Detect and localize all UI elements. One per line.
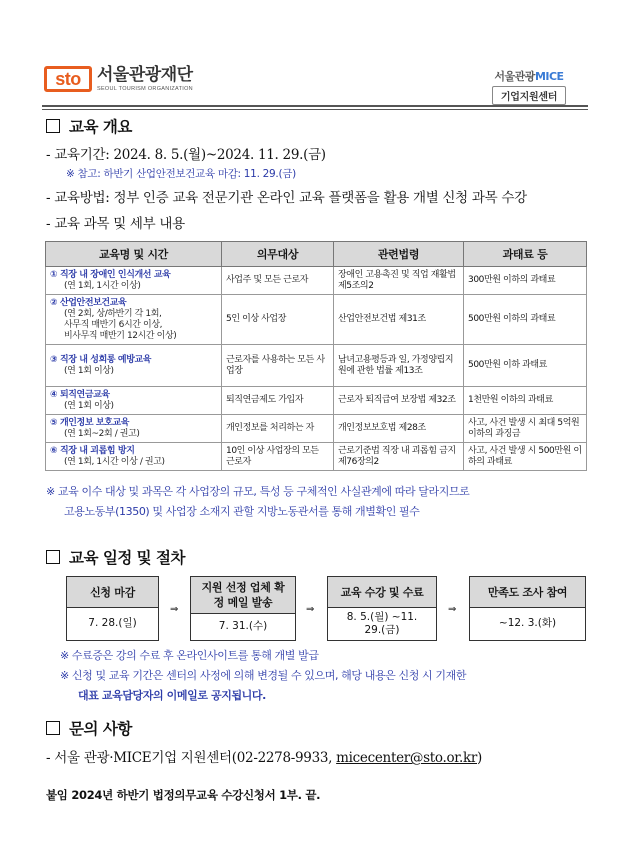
course-name: ③ 직장 내 성희롱 예방교육 — [50, 354, 152, 365]
table-row — [46, 295, 587, 345]
course-target: 사업주 및 모든 근로자 — [222, 267, 334, 295]
education-method: - 교육방법: 정부 인증 교육 전문기관 온라인 교육 플랫폼을 활용 개별 신청 과목 수강 — [46, 190, 527, 206]
table-row — [46, 443, 587, 471]
section-contact-heading — [46, 717, 132, 739]
step-title: 만족도 조사 참여 — [470, 577, 585, 608]
table-header-cell: 의무대상 — [222, 242, 334, 267]
course-target: 개인정보를 처리하는 자 — [222, 415, 334, 443]
checkbox-square-icon — [46, 119, 60, 133]
course-name: ⑤ 개인정보 보호교육 — [50, 417, 130, 428]
education-detail-label: - 교육 과목 및 세부 내용 — [46, 216, 185, 232]
step-date: 8. 5.(월) ~11. 29.(금) — [346, 610, 418, 636]
checkbox-square-icon — [46, 721, 60, 735]
course-name: ⑥ 직장 내 괴롭힘 방지 — [50, 445, 135, 456]
course-time: (연 1회, 1시간 이상) — [64, 280, 141, 291]
step-title: 신청 마감 — [67, 577, 158, 608]
period-note: ※ 참고: 하반기 산업안전보건교육 마감: 11. 29.(금) — [66, 168, 296, 180]
arrow-right-icon: ⇒ — [170, 604, 179, 615]
step-title: 교육 수강 및 수료 — [328, 577, 436, 608]
course-fine: 사고, 사건 발생 시 최대 5억원 이하의 과징금 — [464, 415, 587, 443]
schedule-change-note-cont: 대표 교육담당자의 이메일로 공지됩니다. — [78, 689, 266, 702]
checkbox-square-icon — [46, 550, 60, 564]
caution-line: 고용노동부(1350) 및 사업장 소재지 관할 지방노동관서를 통해 개별확인 필수 — [64, 505, 420, 518]
course-time: (연 2회, 상/하반기 각 1회, — [64, 308, 162, 319]
partner-mice: MICE — [534, 70, 564, 83]
contact-line — [46, 746, 482, 766]
course-time: (연 1회 이상) — [64, 365, 114, 376]
course-fine: 사고, 사건 발생 시 500만원 이하의 과태료 — [464, 443, 587, 471]
course-time: 사무직 매반기 6시간 이상, — [64, 319, 163, 330]
step-application-deadline — [66, 576, 159, 641]
course-law: 산업안전보건법 제31조 — [334, 295, 464, 345]
caution-note — [46, 482, 596, 522]
logo-english-name: SEOUL TOURISM ORGANIZATION — [97, 86, 193, 92]
table-header-cell: 교육명 및 시간 — [46, 242, 222, 267]
course-fine: 500만원 이하 과태료 — [464, 345, 587, 387]
table-header-cell: 관련법령 — [334, 242, 464, 267]
section-overview-title: 교육 개요 — [69, 118, 132, 136]
course-law: 장애인 고용촉진 및 직업 재활법 제5조의2 — [334, 267, 464, 295]
course-law: 근로기준법 직장 내 괴롭힘 금지 제76장의2 — [334, 443, 464, 471]
section-schedule-title: 교육 일정 및 절차 — [69, 549, 186, 567]
section-schedule-heading — [46, 546, 185, 568]
course-fine: 1천만원 이하의 과태료 — [464, 387, 587, 415]
mice-center-logo — [481, 68, 577, 105]
course-target: 퇴직연금제도 가입자 — [222, 387, 334, 415]
table-row — [46, 387, 587, 415]
course-name: ② 산업안전보건교육 — [50, 297, 127, 308]
step-date: 7. 31.(수) — [218, 620, 268, 632]
header-divider — [42, 105, 588, 110]
arrow-right-icon: ⇒ — [306, 604, 315, 615]
course-time: 비사무직 매반기 12시간 이상) — [64, 330, 177, 341]
course-name: ④ 퇴직연금교육 — [50, 389, 110, 400]
section-contact-title: 문의 사항 — [69, 720, 132, 738]
course-law: 남녀고용평등과 일, 가정양립지원에 관한 법률 제13조 — [334, 345, 464, 387]
logo-korean-name: 서울관광재단 — [97, 65, 193, 85]
schedule-change-note: ※ 신청 및 교육 기간은 센터의 사정에 의해 변경될 수 있으며, 해당 내용은 신청 시 기재한 — [60, 669, 467, 682]
contact-prefix: - 서울 관광·MICE기업 지원센터(02-2278-9933, — [46, 750, 337, 766]
course-time: (연 1회 이상) — [64, 400, 114, 411]
step-satisfaction-survey — [469, 576, 586, 641]
course-target: 5인 이상 사업장 — [222, 295, 334, 345]
step-course-completion — [327, 576, 437, 641]
step-title: 지원 선정 업체 확정 메일 발송 — [191, 577, 295, 614]
table-row — [46, 415, 587, 443]
course-law: 개인정보보호법 제28조 — [334, 415, 464, 443]
table-row — [46, 267, 587, 295]
sto-logo — [44, 66, 193, 92]
course-time: (연 1회, 1시간 이상 / 권고) — [64, 456, 165, 467]
table-row — [46, 345, 587, 387]
step-selection-mail — [190, 576, 296, 641]
caution-line: ※ 교육 이수 대상 및 과목은 각 사업장의 규모, 특성 등 구체적인 사실관계에 따라 달라지므로 — [46, 485, 470, 498]
section-overview-heading — [46, 115, 132, 137]
education-period: - 교육기간: 2024. 8. 5.(월)~2024. 11. 29.(금) — [46, 147, 326, 163]
attachment-line: 붙임 2024년 하반기 법정의무교육 수강신청서 1부. 끝. — [46, 788, 321, 802]
arrow-right-icon: ⇒ — [448, 604, 457, 615]
course-fine: 500만원 이하의 과태료 — [464, 295, 587, 345]
course-name: ① 직장 내 장애인 인식개선 교육 — [50, 269, 171, 280]
course-target: 근로자를 사용하는 모든 사업장 — [222, 345, 334, 387]
course-law: 근로자 퇴직급여 보장법 제32조 — [334, 387, 464, 415]
course-time: (연 1회~2회 / 권고) — [64, 428, 140, 439]
course-table — [45, 241, 587, 471]
contact-suffix: ) — [476, 750, 482, 766]
step-date: ~12. 3.(화) — [498, 617, 557, 629]
sto-logo-mark: sto — [44, 66, 92, 92]
table-header-row — [46, 242, 587, 267]
partner-prefix: 서울관광 — [494, 70, 535, 83]
course-target: 10인 이상 사업장의 모든 근로자 — [222, 443, 334, 471]
contact-email-link[interactable]: micecenter@sto.or.kr — [336, 750, 477, 766]
step-date: 7. 28.(일) — [88, 617, 137, 629]
table-header-cell: 과태료 등 — [464, 242, 587, 267]
course-fine: 300만원 이하의 과태료 — [464, 267, 587, 295]
partner-sub: 기업지원센터 — [492, 86, 566, 105]
certificate-note: ※ 수료증은 강의 수료 후 온라인사이트를 통해 개별 발급 — [60, 649, 319, 662]
